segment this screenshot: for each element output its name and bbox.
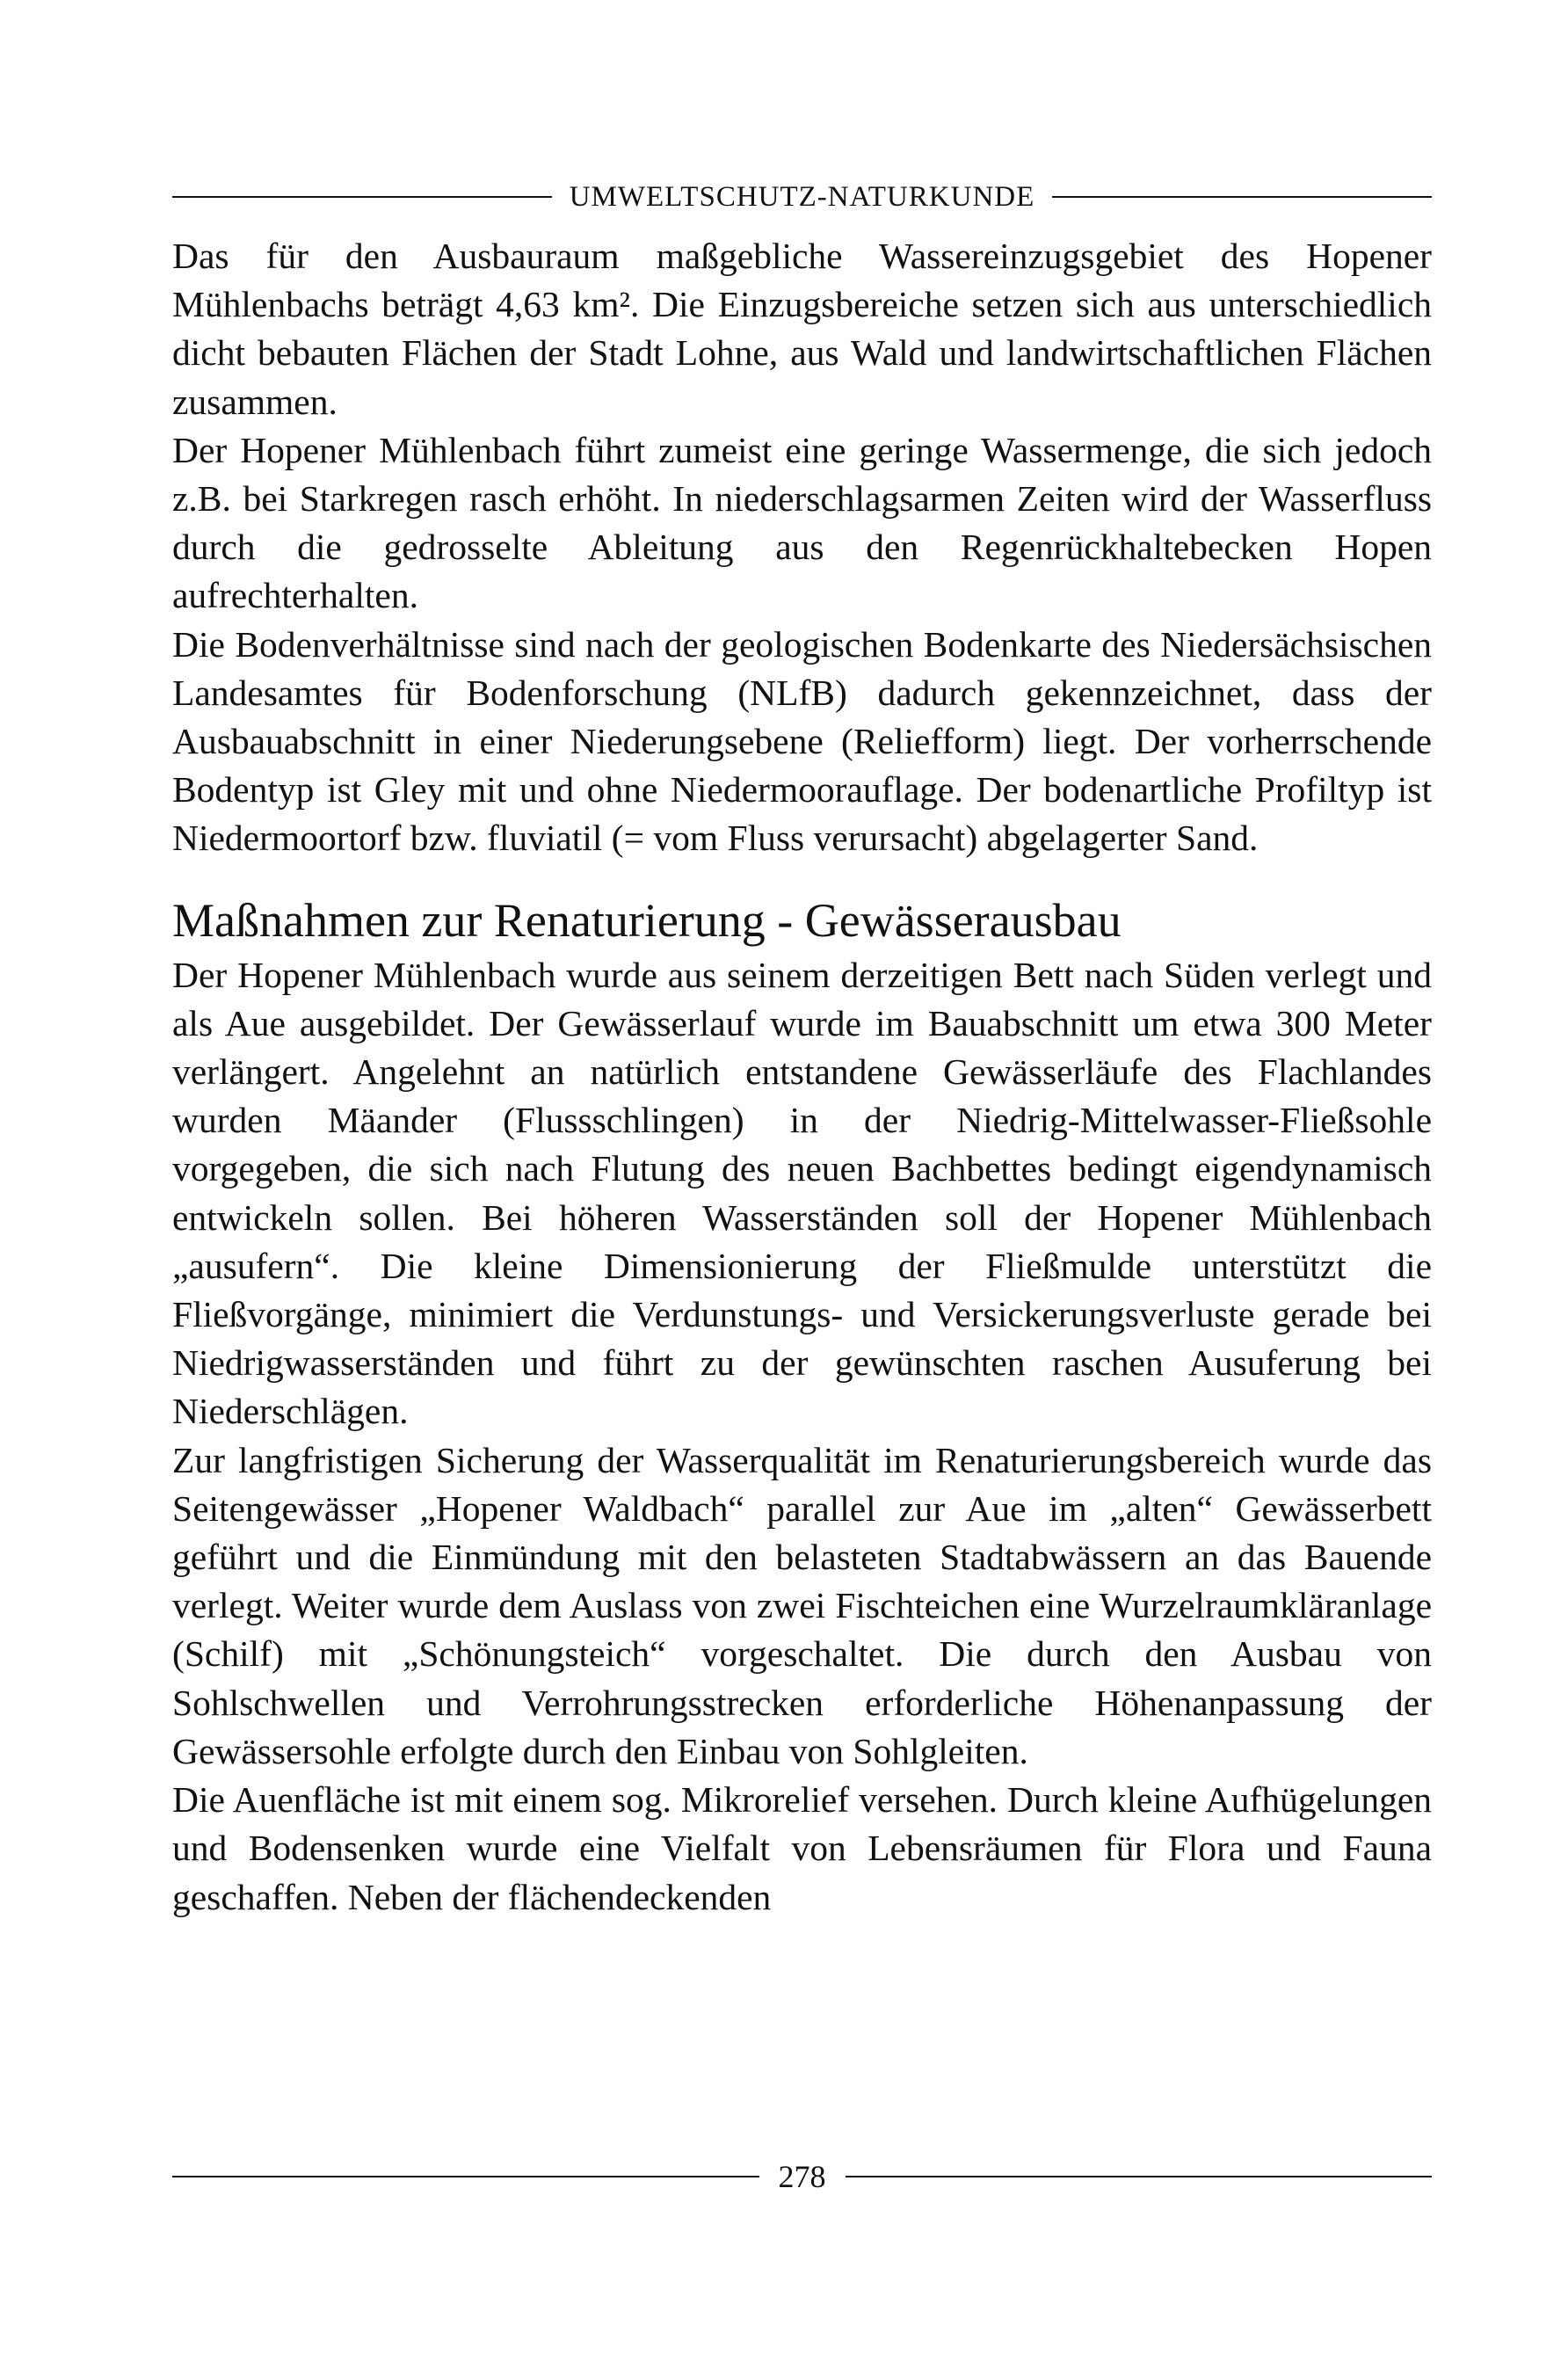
header-rule-right — [1052, 196, 1432, 198]
paragraph: Zur langfristigen Sicherung der Wasserqualität im Renaturierungsbereich wurde das Seitengewässer „Hopener Waldbach“ parallel zur Aue im „alten“ Gewässerbett geführt und die Einmündung mit den belasteten Stadtabwässern an das Bauende verlegt. Weiter wurde dem Auslass von zwei Fischteichen eine Wurzelraumkläranlage (Schilf) mit „Schönungsteich“ vorgeschaltet. Die durch den Ausbau von Sohlschwellen und Verrohrungsstrecken erforderliche Höhenanpassung der Gewässersohle erfolgte durch den Einbau von Sohlgleiten. — [172, 1439, 1432, 1771]
paragraph: Die Auenfläche ist mit einem sog. Mikrorelief versehen. Durch kleine Aufhügelungen und Bodensenken wurde eine Vielfalt von Lebensräumen für Flora und Fauna geschaffen. Neben der flächendeckenden — [172, 1779, 1432, 1917]
footer-rule-left — [172, 2176, 759, 2177]
footer-rule-right — [846, 2176, 1433, 2177]
body-text — [172, 232, 1432, 1922]
page — [172, 172, 1432, 2194]
section-heading: Maßnahmen zur Renaturierung - Gewässerausbau — [172, 893, 1122, 947]
header-rule-left — [172, 196, 552, 198]
page-number: 278 — [778, 2159, 826, 2194]
paragraph: Der Hopener Mühlenbach wurde aus seinem derzeitigen Bett nach Süden verlegt und als Aue ausgebildet. Der Gewässerlauf wurde im Bauabschnitt um etwa 300 Meter verlängert. Angelehnt an natürlich entstandene Gewässerläufe des Flachlandes wurden Mäander (Flussschlingen) in der Niedrig-Mittelwasser-Fließsohle vorgegeben, die sich nach Flutung des neuen Bachbettes bedingt eigendynamisch entwickeln sollen. Bei höheren Wasserständen soll der Hopener Mühlenbach „ausufern“. Die kleine Dimensionierung der Fließmulde unterstützt die Fließvorgänge, minimiert die Verdunstungs- und Versickerungsverluste gerade bei Niedrigwasserständen und führt zu der gewünschten raschen Ausuferung bei Niederschlägen. — [172, 954, 1432, 1432]
page-footer — [172, 2152, 1432, 2201]
paragraph: Die Bodenverhältnisse sind nach der geologischen Bodenkarte des Niedersächsischen Landesamtes für Bodenforschung (NLfB) dadurch gekennzeichnet, dass der Ausbauabschnitt in einer Niederungsebene (Reliefform) liegt. Der vorherrschende Bodentyp ist Gley mit und ohne Niedermoorauflage. Der bodenartliche Profiltyp ist Niedermoortorf bzw. fluviatil (= vom Fluss verursacht) abgelagerter Sand. — [172, 623, 1432, 859]
paragraph: Das für den Ausbauraum maßgebliche Wassereinzugsgebiet des Hopener Mühlenbachs beträgt 4,63 km². Die Einzugsbereiche setzen sich aus unterschiedlich dicht bebauten Flächen der Stadt Lohne, aus Wald und landwirtschaftlichen Flächen zusammen. — [172, 236, 1432, 422]
running-header — [172, 172, 1432, 222]
running-title: UMWELTSCHUTZ-NATURKUNDE — [569, 180, 1035, 213]
paragraph: Der Hopener Mühlenbach führt zumeist eine geringe Wassermenge, die sich jedoch z.B. bei Starkregen rasch erhöht. In niederschlagsarmen Zeiten wird der Wasserfluss durch die gedrosselte Ableitung aus den Regenrückhaltebecken Hopen aufrechterhalten. — [172, 429, 1432, 616]
